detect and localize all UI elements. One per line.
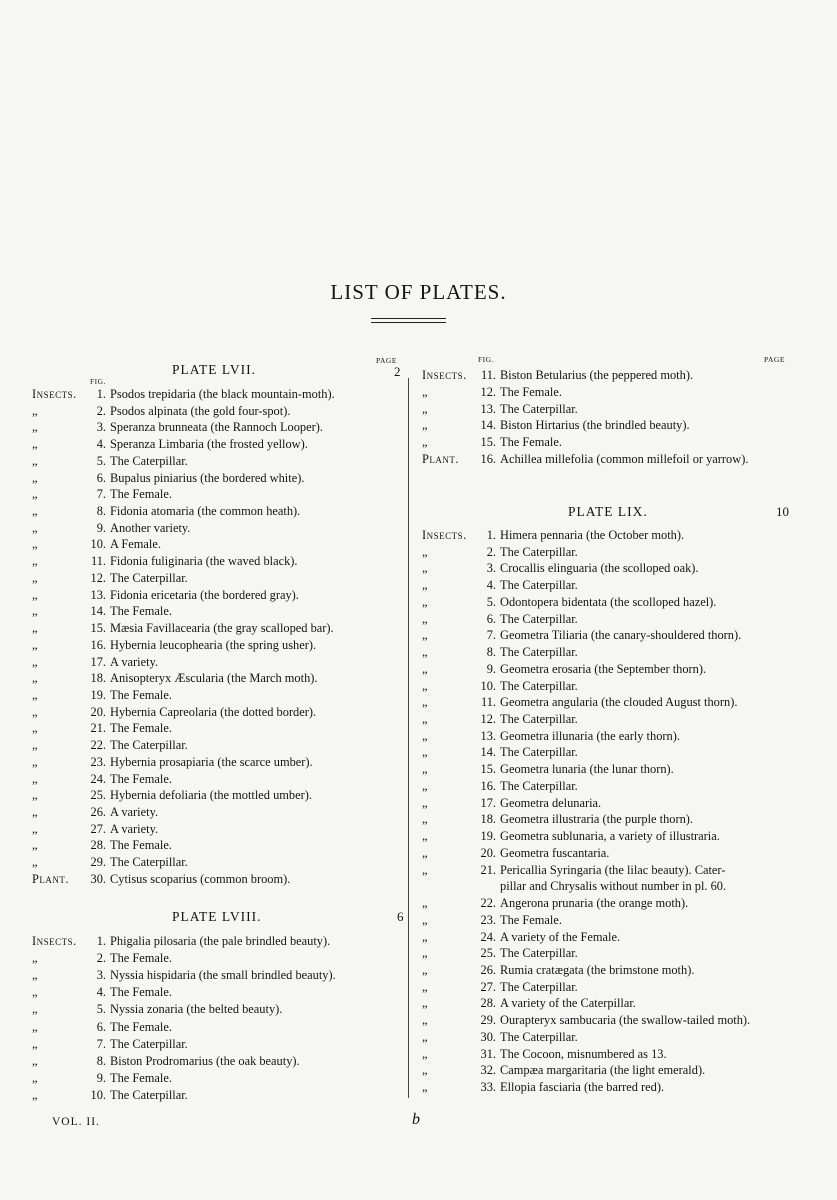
figure-number: 5. xyxy=(96,1002,106,1017)
entry-label: „ xyxy=(32,487,38,502)
entry-text: Geometra sublunaria, a variety of illustraria. xyxy=(500,829,720,844)
entry-text: Geometra fuscantaria. xyxy=(500,845,610,860)
figure-number: 7. xyxy=(96,487,106,502)
figure-number: 11. xyxy=(90,554,106,569)
entry-text: Campæa margaritaria (the light emerald). xyxy=(500,1063,706,1078)
entry-label: Insects. xyxy=(422,528,467,542)
plate-lix-heading: PLATE LIX. xyxy=(568,504,648,519)
entry-label: „ xyxy=(422,929,428,944)
figure-number: 4. xyxy=(486,578,496,593)
entry-label: „ xyxy=(32,687,38,702)
entry-label: „ xyxy=(32,637,38,652)
entry-text: A Female. xyxy=(110,537,161,552)
figure-number: 29. xyxy=(480,1013,496,1028)
entry-text: The Caterpillar. xyxy=(500,611,578,626)
entry-label: „ xyxy=(32,721,38,736)
figure-number: 12. xyxy=(480,712,496,727)
figure-number: 32. xyxy=(480,1063,496,1078)
entry-text: The Female. xyxy=(500,435,562,450)
figure-number: 5. xyxy=(96,453,106,468)
entry-text: The Caterpillar. xyxy=(500,712,578,727)
entry-label: „ xyxy=(422,912,428,927)
figure-number: 22. xyxy=(480,896,496,911)
entry-label: „ xyxy=(32,554,38,569)
figure-number: 6. xyxy=(96,1019,106,1034)
entry-text: Nyssia zonaria (the belted beauty). xyxy=(110,1002,283,1017)
figure-number: 15. xyxy=(480,762,496,777)
figure-number: 1. xyxy=(96,934,106,948)
entry-text: The Caterpillar. xyxy=(110,453,188,468)
entry-text: A variety. xyxy=(110,654,159,669)
entry-text: Ourapteryx sambucaria (the swallow-tailed moth). xyxy=(500,1013,751,1028)
figure-number: 26. xyxy=(90,805,106,819)
entry-text: Geometra illunaria (the early thorn). xyxy=(500,728,680,743)
entry-label: „ xyxy=(32,788,38,803)
entry-label: Insects. xyxy=(422,368,467,382)
entry-label: „ xyxy=(32,671,38,686)
signature-mark: b xyxy=(412,1111,420,1128)
figure-number: 15. xyxy=(90,621,106,636)
entry-text: The Caterpillar. xyxy=(500,778,578,793)
entry-label: „ xyxy=(32,621,38,636)
entry-label: „ xyxy=(422,862,428,877)
figure-number: 24. xyxy=(480,929,496,944)
entry-text: Himera pennaria (the October moth). xyxy=(500,528,685,542)
entry-text: The Caterpillar. xyxy=(500,544,578,559)
entry-text: Phigalia pilosaria (the pale brindled beauty). xyxy=(110,934,331,948)
entry-text: The Female. xyxy=(110,1070,172,1085)
figure-number: 10. xyxy=(480,678,496,693)
figure-number: 27. xyxy=(90,821,106,836)
entry-text: Odontopera bidentata (the scolloped hazel). xyxy=(500,594,717,609)
entry-label: Insects. xyxy=(32,934,77,948)
figure-number: 17. xyxy=(90,654,106,669)
entry-label: „ xyxy=(422,979,428,994)
entry-label: „ xyxy=(422,561,428,576)
entry-label: „ xyxy=(422,544,428,559)
entry-text: The Caterpillar. xyxy=(110,1036,188,1051)
plate-lix-page: 10 xyxy=(776,504,789,519)
figure-number: 13. xyxy=(480,401,496,416)
entry-label: „ xyxy=(422,628,428,643)
entry-label: „ xyxy=(422,1063,428,1078)
figure-number: 24. xyxy=(90,771,106,786)
figure-number: 7. xyxy=(486,628,496,643)
entry-text: Hybernia defoliaria (the mottled umber). xyxy=(110,788,312,803)
entry-text: Speranza Limbaria (the frosted yellow). xyxy=(110,437,308,452)
entry-label: „ xyxy=(32,537,38,552)
figure-number: 14. xyxy=(90,604,106,619)
entry-text: The Female. xyxy=(110,721,172,736)
column-divider xyxy=(408,378,409,1098)
figure-number: 20. xyxy=(480,845,496,860)
entry-text: The Caterpillar. xyxy=(110,570,188,585)
entry-text: pillar and Chrysalis without number in pl. 60. xyxy=(500,879,727,894)
entry-text: Hybernia leucophearia (the spring usher). xyxy=(110,637,317,652)
entry-label: „ xyxy=(422,762,428,777)
figure-number: 9. xyxy=(96,1070,106,1085)
entry-label: „ xyxy=(32,805,38,819)
entry-text: The Female. xyxy=(110,687,172,702)
figure-number: 27. xyxy=(480,979,496,994)
entry-label: „ xyxy=(422,645,428,660)
figure-number: 14. xyxy=(480,745,496,760)
entry-text: The Caterpillar. xyxy=(500,645,578,660)
figure-number: 2. xyxy=(96,403,106,418)
figure-number: 4. xyxy=(96,437,106,452)
entry-label: „ xyxy=(32,587,38,602)
entry-label: „ xyxy=(32,570,38,585)
entry-text: Nyssia hispidaria (the small brindled beauty). xyxy=(110,968,336,983)
figure-number: 20. xyxy=(90,704,106,719)
entry-text: Hybernia prosapiaria (the scarce umber). xyxy=(110,754,313,769)
entry-label: „ xyxy=(32,838,38,853)
figure-number: 12. xyxy=(90,570,106,585)
entry-text: The Female. xyxy=(110,771,172,786)
figure-number: 30. xyxy=(90,871,106,886)
figure-number: 4. xyxy=(96,985,106,1000)
entry-label: „ xyxy=(422,1029,428,1044)
figure-number: 28. xyxy=(90,838,106,853)
entry-text: A variety. xyxy=(110,821,159,836)
figure-number: 19. xyxy=(480,829,496,844)
figure-number: 31. xyxy=(480,1046,496,1061)
entry-label: „ xyxy=(422,435,428,450)
entry-label: „ xyxy=(422,778,428,793)
entry-text: Pericallia Syringaria (the lilac beauty). Cater- xyxy=(500,862,726,877)
figure-number: 8. xyxy=(486,645,496,660)
entry-text: The Caterpillar. xyxy=(110,738,188,753)
entry-label: „ xyxy=(32,403,38,418)
figure-number: 18. xyxy=(90,671,106,686)
entry-label: „ xyxy=(32,738,38,753)
figure-number: 19. xyxy=(90,687,106,702)
entry-text: The Female. xyxy=(110,838,172,853)
entry-label: „ xyxy=(422,996,428,1011)
page-title: LIST OF PLATES. xyxy=(330,280,507,304)
entry-label: „ xyxy=(32,604,38,619)
figure-number: 16. xyxy=(480,778,496,793)
entry-text: A variety of the Caterpillar. xyxy=(500,996,636,1011)
entry-text: The Caterpillar. xyxy=(500,578,578,593)
entry-label: „ xyxy=(422,795,428,810)
figure-number: 13. xyxy=(480,728,496,743)
figure-number: 2. xyxy=(486,544,496,559)
entry-label: Insects. xyxy=(32,387,77,401)
figure-number: 22. xyxy=(90,738,106,753)
entry-text: The Female. xyxy=(500,912,562,927)
entry-label: „ xyxy=(422,1013,428,1028)
entry-text: The Caterpillar. xyxy=(110,1087,188,1102)
entry-text: Fidonia fuliginaria (the waved black). xyxy=(110,554,298,569)
entry-text: Hybernia Capreolaria (the dotted border). xyxy=(110,704,317,719)
entry-text: Fidonia atomaria (the common heath). xyxy=(110,504,301,519)
entry-text: A variety. xyxy=(110,805,159,819)
entry-text: The Female. xyxy=(110,951,172,966)
figure-number: 26. xyxy=(480,962,496,977)
entry-label: „ xyxy=(32,855,38,870)
entry-label: „ xyxy=(422,829,428,844)
figure-number: 14. xyxy=(480,418,496,433)
figure-number: 6. xyxy=(486,611,496,626)
entry-label: „ xyxy=(32,1087,38,1102)
entry-label: „ xyxy=(422,812,428,827)
figure-number: 11. xyxy=(480,695,496,710)
entry-text: The Caterpillar. xyxy=(500,401,578,416)
entry-label: „ xyxy=(32,968,38,983)
entry-text: The Female. xyxy=(110,985,172,1000)
entry-text: Geometra illustraria (the purple thorn). xyxy=(500,812,694,827)
entry-label: „ xyxy=(32,821,38,836)
entry-label: „ xyxy=(422,695,428,710)
entry-label: „ xyxy=(32,1070,38,1085)
title-rule xyxy=(371,322,446,323)
figure-number: 6. xyxy=(96,470,106,485)
plate-lvii-page: 2 xyxy=(394,364,401,379)
entry-text: Biston Hirtarius (the brindled beauty). xyxy=(500,418,690,433)
entry-text: Geometra angularia (the clouded August thorn). xyxy=(500,695,738,710)
plate-lvii-heading: PLATE LVII. xyxy=(172,362,256,377)
figure-number: 25. xyxy=(480,946,496,961)
entry-text: Geometra lunaria (the lunar thorn). xyxy=(500,762,674,777)
entry-text: Geometra Tiliaria (the canary-shouldered thorn). xyxy=(500,628,742,643)
entry-label: „ xyxy=(32,1053,38,1068)
figure-number: 18. xyxy=(480,812,496,827)
entry-label: „ xyxy=(422,611,428,626)
entry-label: „ xyxy=(422,661,428,676)
entry-label: „ xyxy=(32,704,38,719)
figure-number: 21. xyxy=(480,862,496,877)
title-rule xyxy=(371,318,446,319)
fig-column-heading: FIG. xyxy=(90,377,106,386)
figure-number: 7. xyxy=(96,1036,106,1051)
entry-text: Fidonia ericetaria (the bordered gray). xyxy=(110,587,299,602)
entry-text: The Female. xyxy=(110,487,172,502)
entry-text: The Female. xyxy=(500,384,562,399)
figure-number: 30. xyxy=(480,1029,496,1044)
entry-label: „ xyxy=(422,728,428,743)
entry-text: Biston Betularius (the peppered moth). xyxy=(500,368,694,382)
entry-text: The Cocoon, misnumbered as 13. xyxy=(500,1046,667,1061)
figure-number: 33. xyxy=(480,1080,496,1095)
figure-number: 8. xyxy=(96,1053,106,1068)
figure-number: 8. xyxy=(96,504,106,519)
figure-number: 21. xyxy=(90,721,106,736)
entry-label: „ xyxy=(422,1080,428,1095)
entry-text: Angerona prunaria (the orange moth). xyxy=(500,896,689,911)
entry-label: „ xyxy=(32,453,38,468)
entry-label: „ xyxy=(422,745,428,760)
entry-label: „ xyxy=(32,1002,38,1017)
entry-text: The Caterpillar. xyxy=(500,946,578,961)
entry-label: „ xyxy=(422,1046,428,1061)
entry-text: The Caterpillar. xyxy=(500,979,578,994)
entry-text: Achillea millefolia (common millefoil or yarrow). xyxy=(500,452,749,466)
figure-number: 23. xyxy=(90,754,106,769)
figure-number: 9. xyxy=(96,520,106,535)
entry-text: The Female. xyxy=(110,1019,172,1034)
entry-label: „ xyxy=(422,594,428,609)
entry-label: „ xyxy=(32,520,38,535)
figure-number: 1. xyxy=(96,387,106,401)
entry-label: „ xyxy=(32,504,38,519)
entry-label: „ xyxy=(32,951,38,966)
figure-number: 16. xyxy=(480,452,496,466)
entry-label: „ xyxy=(422,962,428,977)
fig-column-heading: FIG. xyxy=(478,355,494,364)
entry-text: The Female. xyxy=(110,604,172,619)
entry-text: Psodos trepidaria (the black mountain-moth). xyxy=(110,387,335,401)
entry-label: Plant. xyxy=(422,452,459,466)
entry-text: A variety of the Female. xyxy=(500,929,621,944)
figure-number: 25. xyxy=(90,788,106,803)
entry-label: „ xyxy=(32,1036,38,1051)
entry-label: „ xyxy=(422,418,428,433)
entry-text: Biston Prodromarius (the oak beauty). xyxy=(110,1053,300,1068)
volume-footer: VOL. II. xyxy=(52,1116,100,1128)
entry-text: Cytisus scoparius (common broom). xyxy=(110,871,291,886)
entry-text: Rumia cratægata (the brimstone moth). xyxy=(500,962,695,977)
entry-label: „ xyxy=(422,845,428,860)
figure-number: 11. xyxy=(480,368,496,382)
entry-label: „ xyxy=(422,896,428,911)
plate-lviii-page: 6 xyxy=(397,909,404,924)
entry-label: „ xyxy=(32,1019,38,1034)
figure-number: 2. xyxy=(96,951,106,966)
figure-number: 16. xyxy=(90,637,106,652)
entry-text: Psodos alpinata (the gold four-spot). xyxy=(110,403,291,418)
entry-text: Another variety. xyxy=(110,520,191,535)
figure-number: 3. xyxy=(96,968,106,983)
page-column-heading: PAGE xyxy=(764,355,785,364)
entry-text: Mæsia Favillacearia (the gray scalloped bar). xyxy=(110,621,334,636)
entry-label: „ xyxy=(32,437,38,452)
plate-lviii-heading: PLATE LVIII. xyxy=(172,909,262,924)
figure-number: 28. xyxy=(480,996,496,1011)
entry-label: „ xyxy=(422,401,428,416)
figure-number: 3. xyxy=(96,420,106,435)
entry-label: „ xyxy=(422,678,428,693)
entry-label: „ xyxy=(422,946,428,961)
entry-label: „ xyxy=(422,578,428,593)
entry-label: „ xyxy=(32,420,38,435)
entry-text: The Caterpillar. xyxy=(500,678,578,693)
entry-text: Bupalus piniarius (the bordered white). xyxy=(110,470,305,485)
entry-text: Speranza brunneata (the Rannoch Looper). xyxy=(110,420,323,435)
entry-label: „ xyxy=(422,712,428,727)
entry-text: Geometra erosaria (the September thorn). xyxy=(500,661,707,676)
entry-label: „ xyxy=(32,470,38,485)
entry-text: The Caterpillar. xyxy=(110,855,188,870)
entry-text: The Caterpillar. xyxy=(500,1029,578,1044)
figure-number: 17. xyxy=(480,795,496,810)
entry-label: „ xyxy=(32,754,38,769)
figure-number: 5. xyxy=(486,594,496,609)
page-column-heading: PAGE xyxy=(376,356,397,365)
figure-number: 15. xyxy=(480,435,496,450)
entry-label: „ xyxy=(32,985,38,1000)
entry-text: Ellopia fasciaria (the barred red). xyxy=(500,1080,665,1095)
entry-label: „ xyxy=(32,654,38,669)
entry-label: „ xyxy=(32,771,38,786)
figure-number: 13. xyxy=(90,587,106,602)
figure-number: 10. xyxy=(90,537,106,552)
figure-number: 12. xyxy=(480,384,496,399)
figure-number: 1. xyxy=(486,528,496,542)
figure-number: 10. xyxy=(90,1087,106,1102)
figure-number: 3. xyxy=(486,561,496,576)
entry-text: Crocallis elinguaria (the scolloped oak). xyxy=(500,561,699,576)
entry-label: Plant. xyxy=(32,871,69,886)
figure-number: 29. xyxy=(90,855,106,870)
entry-text: Anisopteryx Æscularia (the March moth). xyxy=(110,671,318,686)
figure-number: 9. xyxy=(486,661,496,676)
entry-text: Geometra delunaria. xyxy=(500,795,602,810)
entry-label: „ xyxy=(422,384,428,399)
figure-number: 23. xyxy=(480,912,496,927)
entry-text: The Caterpillar. xyxy=(500,745,578,760)
